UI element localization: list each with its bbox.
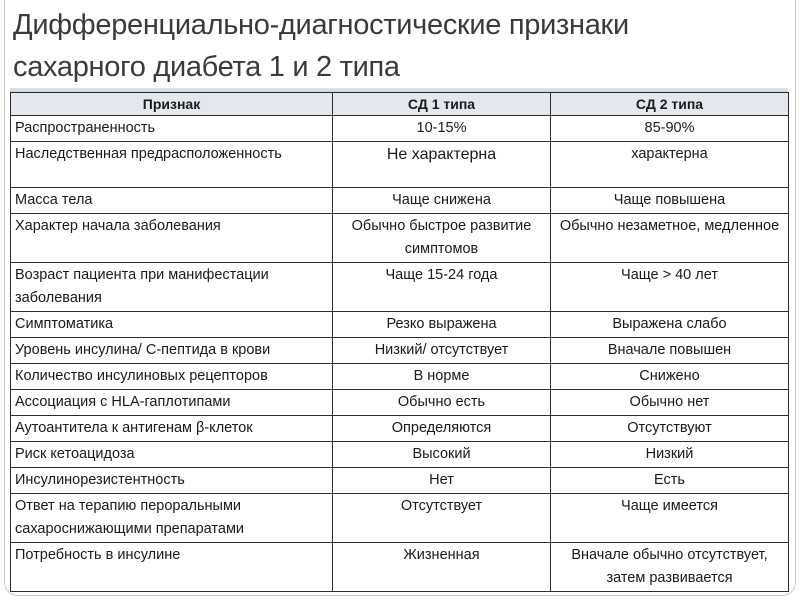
cell-type2: Чаще > 40 лет [551, 263, 789, 312]
table-row [11, 390, 789, 416]
cell-type1: В норме [333, 364, 551, 390]
table-row [11, 364, 789, 390]
table-row [11, 543, 789, 592]
table-row [11, 338, 789, 364]
cell-type2: Вначале повышен [551, 338, 789, 364]
header-sign: Признак [11, 93, 333, 116]
cell-sign: Ответ на терапию пероральными сахароснижающими препаратами [11, 494, 333, 543]
cell-type2: характерна [551, 142, 789, 188]
table-row [11, 142, 789, 188]
cell-sign: Потребность в инсулине [11, 543, 333, 592]
title-line-1: Дифференциально-диагностические признаки [13, 9, 629, 41]
cell-type2: Снижено [551, 364, 789, 390]
cell-sign: Количество инсулиновых рецепторов [11, 364, 333, 390]
cell-type1: Чаще 15-24 года [333, 263, 551, 312]
cell-sign: Риск кетоацидоза [11, 442, 333, 468]
cell-type2: Чаще повышена [551, 188, 789, 214]
cell-type2: Низкий [551, 442, 789, 468]
cell-sign: Инсулинорезистентность [11, 468, 333, 494]
cell-type2: Выражена слабо [551, 312, 789, 338]
table-row [11, 442, 789, 468]
cell-type1: Определяются [333, 416, 551, 442]
cell-type1: Обычно быстрое развитие симптомов [333, 214, 551, 263]
cell-type1: Жизненная [333, 543, 551, 592]
table-header-row [11, 93, 789, 116]
cell-type1: Высокий [333, 442, 551, 468]
cell-sign: Возраст пациента при манифестации заболевания [11, 263, 333, 312]
cell-type2: 85-90% [551, 116, 789, 142]
cell-type1: Чаще снижена [333, 188, 551, 214]
cell-type2: Есть [551, 468, 789, 494]
table-row [11, 468, 789, 494]
cell-sign: Наследственная предрасположенность [11, 142, 333, 188]
header-type1: СД 1 типа [333, 93, 551, 116]
table-row [11, 263, 789, 312]
cell-sign: Характер начала заболевания [11, 214, 333, 263]
cell-type2: Отсутствуют [551, 416, 789, 442]
table-row [11, 312, 789, 338]
table-row [11, 188, 789, 214]
cell-sign: Уровень инсулина/ С-пептида в крови [11, 338, 333, 364]
title-line-2: сахарного диабета 1 и 2 типа [13, 51, 400, 83]
header-type2: СД 2 типа [551, 93, 789, 116]
cell-type1: 10-15% [333, 116, 551, 142]
cell-type1: Низкий/ отсутствует [333, 338, 551, 364]
cell-sign: Распространенность [11, 116, 333, 142]
cell-type1: Нет [333, 468, 551, 494]
comparison-table [10, 92, 789, 592]
table-row [11, 214, 789, 263]
cell-type1: Не характерна [333, 142, 551, 188]
cell-type1: Резко выражена [333, 312, 551, 338]
table-row [11, 116, 789, 142]
cell-sign: Аутоантитела к антигенам β-клеток [11, 416, 333, 442]
cell-type2: Вначале обычно отсутствует, затем развивается [551, 543, 789, 592]
table-row [11, 494, 789, 543]
cell-sign: Симптоматика [11, 312, 333, 338]
cell-sign: Масса тела [11, 188, 333, 214]
cell-type2: Обычно нет [551, 390, 789, 416]
page-title [13, 4, 773, 88]
cell-type1: Обычно есть [333, 390, 551, 416]
cell-type1: Отсутствует [333, 494, 551, 543]
cell-type2: Обычно незаметное, медленное [551, 214, 789, 263]
table-row [11, 416, 789, 442]
cell-sign: Ассоциация с HLA-гаплотипами [11, 390, 333, 416]
cell-type2: Чаще имеется [551, 494, 789, 543]
